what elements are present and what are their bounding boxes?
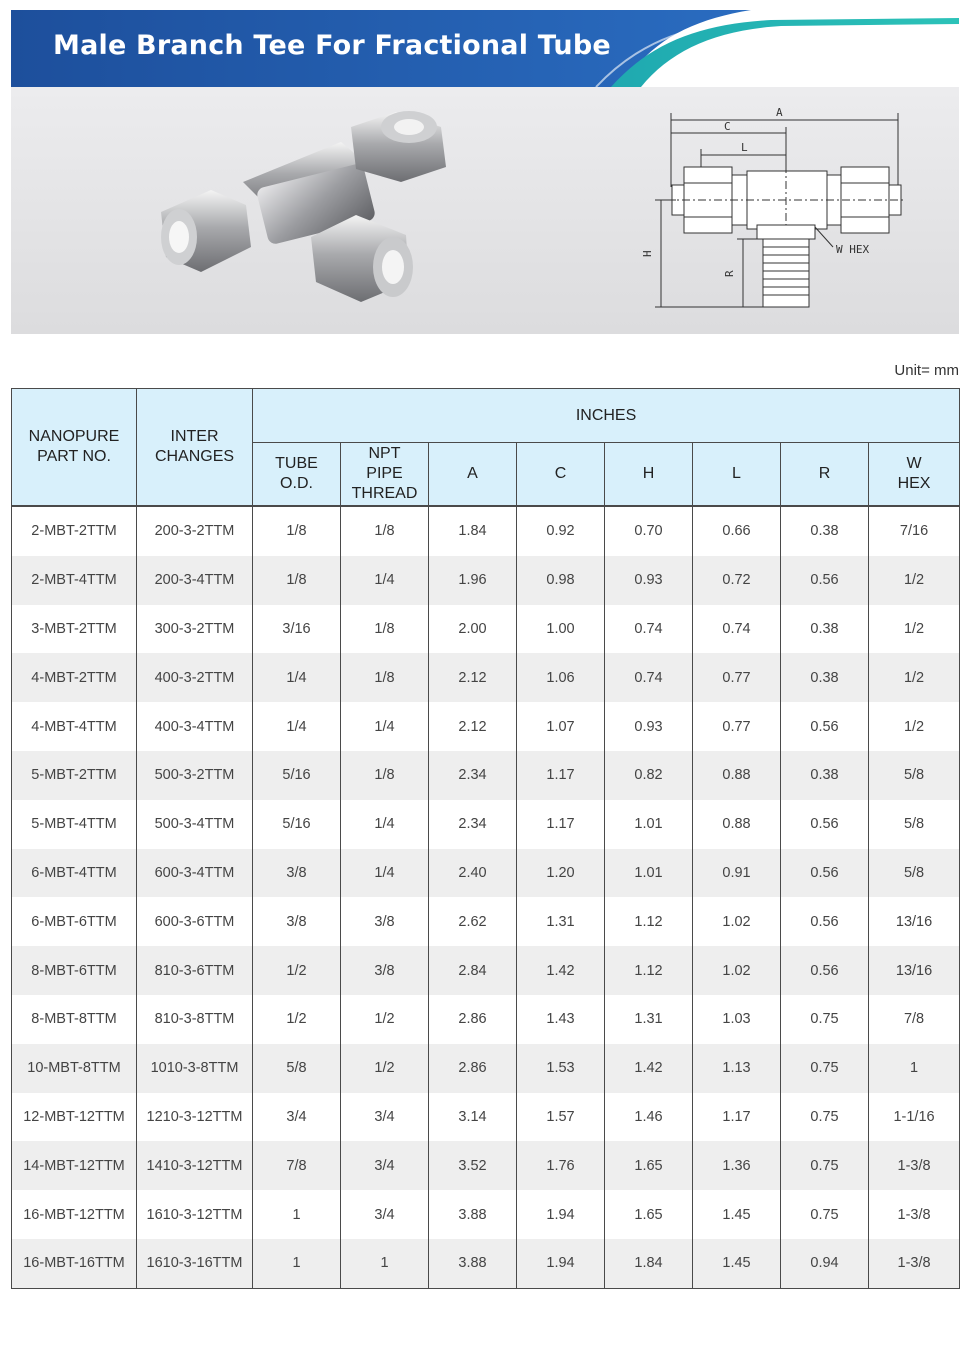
cell-w-hex: 1-3/8 [869, 1190, 960, 1239]
cell-part-no: 4-MBT-2TTM [12, 653, 137, 702]
cell-tube-od: 7/8 [253, 1141, 341, 1190]
cell-l: 0.88 [693, 751, 781, 800]
cell-c: 1.17 [517, 800, 605, 849]
cell-r: 0.38 [781, 506, 869, 556]
cell-part-no: 6-MBT-6TTM [12, 897, 137, 946]
cell-npt-thread: 1/4 [341, 849, 429, 898]
cell-tube-od: 3/4 [253, 1093, 341, 1142]
dimension-drawing [655, 113, 906, 309]
cell-l: 1.02 [693, 897, 781, 946]
cell-w-hex: 5/8 [869, 800, 960, 849]
unit-label: Unit= mm [894, 362, 959, 379]
cell-c: 1.20 [517, 849, 605, 898]
cell-w-hex: 5/8 [869, 849, 960, 898]
cell-l: 0.77 [693, 653, 781, 702]
table-row [12, 1239, 960, 1288]
cell-npt-thread: 1/8 [341, 605, 429, 654]
cell-a: 2.34 [429, 800, 517, 849]
cell-tube-od: 5/16 [253, 751, 341, 800]
cell-a: 2.12 [429, 653, 517, 702]
cell-part-no: 5-MBT-4TTM [12, 800, 137, 849]
product-hero [11, 87, 959, 334]
cell-c: 1.31 [517, 897, 605, 946]
cell-part-no: 16-MBT-12TTM [12, 1190, 137, 1239]
cell-h: 0.74 [605, 605, 693, 654]
cell-npt-thread: 3/8 [341, 946, 429, 995]
cell-tube-od: 3/16 [253, 605, 341, 654]
cell-tube-od: 5/8 [253, 1044, 341, 1093]
cell-a: 2.86 [429, 995, 517, 1044]
group-header-inches: INCHES [253, 389, 960, 443]
cell-l: 1.36 [693, 1141, 781, 1190]
cell-part-no: 6-MBT-4TTM [12, 849, 137, 898]
col-header-part-line1: NANOPURE [28, 428, 120, 445]
cell-c: 1.00 [517, 605, 605, 654]
cell-w-hex: 7/8 [869, 995, 960, 1044]
cell-interchange: 1210-3-12TTM [137, 1093, 253, 1142]
cell-h: 0.74 [605, 653, 693, 702]
cell-npt-thread: 3/8 [341, 897, 429, 946]
cell-part-no: 2-MBT-4TTM [12, 556, 137, 605]
col-header-inter-line2: CHANGES [154, 448, 235, 465]
cell-npt-thread: 1/8 [341, 751, 429, 800]
cell-interchange: 1410-3-12TTM [137, 1141, 253, 1190]
cell-c: 1.94 [517, 1239, 605, 1288]
col-header-a: A [429, 443, 517, 507]
cell-interchange: 300-3-2TTM [137, 605, 253, 654]
col-header-npt-line3: THREAD [351, 485, 418, 502]
cell-interchange: 1610-3-12TTM [137, 1190, 253, 1239]
cell-interchange: 200-3-2TTM [137, 506, 253, 556]
cell-a: 2.86 [429, 1044, 517, 1093]
cell-l: 0.77 [693, 702, 781, 751]
cell-h: 0.93 [605, 556, 693, 605]
cell-r: 0.75 [781, 1044, 869, 1093]
cell-l: 1.17 [693, 1093, 781, 1142]
cell-h: 1.01 [605, 800, 693, 849]
cell-tube-od: 3/8 [253, 897, 341, 946]
cell-h: 1.31 [605, 995, 693, 1044]
cell-interchange: 500-3-4TTM [137, 800, 253, 849]
cell-w-hex: 1 [869, 1044, 960, 1093]
cell-c: 1.57 [517, 1093, 605, 1142]
table-row [12, 506, 960, 556]
table-row [12, 1044, 960, 1093]
product-illustration [11, 87, 959, 334]
cell-tube-od: 1/8 [253, 556, 341, 605]
cell-l: 1.03 [693, 995, 781, 1044]
cell-c: 1.53 [517, 1044, 605, 1093]
table-row [12, 556, 960, 605]
cell-tube-od: 5/16 [253, 800, 341, 849]
col-header-tube-line1: TUBE [275, 455, 318, 472]
cell-r: 0.56 [781, 556, 869, 605]
cell-r: 0.56 [781, 897, 869, 946]
cell-tube-od: 1/4 [253, 702, 341, 751]
col-header-w-hex [869, 443, 960, 507]
cell-r: 0.38 [781, 605, 869, 654]
cell-a: 2.40 [429, 849, 517, 898]
cell-w-hex: 1/2 [869, 605, 960, 654]
cell-c: 1.17 [517, 751, 605, 800]
cell-h: 1.01 [605, 849, 693, 898]
table-row [12, 1093, 960, 1142]
cell-part-no: 12-MBT-12TTM [12, 1093, 137, 1142]
cell-npt-thread: 1/4 [341, 800, 429, 849]
cell-c: 1.07 [517, 702, 605, 751]
cell-interchange: 810-3-8TTM [137, 995, 253, 1044]
dim-l-label: L [741, 141, 748, 154]
cell-interchange: 1610-3-16TTM [137, 1239, 253, 1288]
cell-npt-thread: 3/4 [341, 1141, 429, 1190]
cell-r: 0.38 [781, 751, 869, 800]
cell-w-hex: 5/8 [869, 751, 960, 800]
cell-npt-thread: 1/8 [341, 653, 429, 702]
col-header-interchanges [137, 389, 253, 507]
dim-h-label: H [641, 250, 654, 257]
cell-npt-thread: 1/2 [341, 1044, 429, 1093]
cell-tube-od: 1/2 [253, 995, 341, 1044]
cell-r: 0.56 [781, 702, 869, 751]
cell-a: 3.88 [429, 1190, 517, 1239]
cell-l: 0.91 [693, 849, 781, 898]
cell-l: 1.45 [693, 1190, 781, 1239]
cell-l: 1.45 [693, 1239, 781, 1288]
cell-npt-thread: 1/4 [341, 556, 429, 605]
cell-w-hex: 1/2 [869, 653, 960, 702]
cell-h: 0.82 [605, 751, 693, 800]
cell-part-no: 5-MBT-2TTM [12, 751, 137, 800]
cell-r: 0.75 [781, 1190, 869, 1239]
cell-npt-thread: 3/4 [341, 1093, 429, 1142]
table-row [12, 946, 960, 995]
cell-part-no: 8-MBT-8TTM [12, 995, 137, 1044]
cell-r: 0.75 [781, 1093, 869, 1142]
cell-h: 1.42 [605, 1044, 693, 1093]
cell-l: 1.02 [693, 946, 781, 995]
table-row [12, 1190, 960, 1239]
cell-w-hex: 13/16 [869, 946, 960, 995]
col-header-c: C [517, 443, 605, 507]
cell-w-hex: 1/2 [869, 702, 960, 751]
cell-h: 0.70 [605, 506, 693, 556]
cell-interchange: 600-3-6TTM [137, 897, 253, 946]
cell-interchange: 400-3-4TTM [137, 702, 253, 751]
dim-a-label: A [776, 106, 783, 119]
cell-part-no: 10-MBT-8TTM [12, 1044, 137, 1093]
cell-r: 0.56 [781, 946, 869, 995]
table-row [12, 1141, 960, 1190]
col-header-inter-line1: INTER [170, 428, 219, 445]
col-header-h: H [605, 443, 693, 507]
cell-c: 0.92 [517, 506, 605, 556]
cell-a: 2.00 [429, 605, 517, 654]
cell-c: 0.98 [517, 556, 605, 605]
table-row [12, 605, 960, 654]
cell-r: 0.94 [781, 1239, 869, 1288]
cell-a: 2.62 [429, 897, 517, 946]
cell-c: 1.94 [517, 1190, 605, 1239]
cell-w-hex: 7/16 [869, 506, 960, 556]
title-banner [11, 10, 959, 87]
cell-a: 3.52 [429, 1141, 517, 1190]
tee-fitting-photo [161, 111, 446, 302]
col-header-npt-line2: PIPE [366, 465, 403, 482]
cell-npt-thread: 3/4 [341, 1190, 429, 1239]
cell-c: 1.06 [517, 653, 605, 702]
dimension-table [11, 388, 960, 1289]
col-header-r: R [781, 443, 869, 507]
dim-r-label: R [723, 270, 736, 277]
table-row [12, 751, 960, 800]
cell-npt-thread: 1/8 [341, 506, 429, 556]
cell-tube-od: 1 [253, 1239, 341, 1288]
dim-c-label: C [724, 120, 731, 133]
cell-h: 1.46 [605, 1093, 693, 1142]
cell-l: 1.13 [693, 1044, 781, 1093]
col-header-tube-line2: O.D. [280, 475, 313, 492]
cell-interchange: 400-3-2TTM [137, 653, 253, 702]
cell-part-no: 3-MBT-2TTM [12, 605, 137, 654]
cell-interchange: 200-3-4TTM [137, 556, 253, 605]
cell-a: 1.96 [429, 556, 517, 605]
cell-part-no: 4-MBT-4TTM [12, 702, 137, 751]
table-row [12, 800, 960, 849]
cell-h: 1.12 [605, 897, 693, 946]
w-hex-label: W HEX [836, 243, 870, 256]
cell-interchange: 600-3-4TTM [137, 849, 253, 898]
table-row [12, 849, 960, 898]
cell-part-no: 14-MBT-12TTM [12, 1141, 137, 1190]
cell-w-hex: 1/2 [869, 556, 960, 605]
col-header-part-line2: PART NO. [37, 448, 111, 465]
cell-r: 0.75 [781, 995, 869, 1044]
cell-a: 2.84 [429, 946, 517, 995]
cell-h: 0.93 [605, 702, 693, 751]
cell-npt-thread: 1/4 [341, 702, 429, 751]
table-body [12, 506, 960, 1288]
cell-tube-od: 1/2 [253, 946, 341, 995]
cell-w-hex: 1-3/8 [869, 1239, 960, 1288]
cell-r: 0.38 [781, 653, 869, 702]
cell-l: 0.66 [693, 506, 781, 556]
cell-a: 3.14 [429, 1093, 517, 1142]
cell-a: 2.12 [429, 702, 517, 751]
cell-h: 1.65 [605, 1190, 693, 1239]
table-row [12, 897, 960, 946]
col-header-npt-pipe-thread [341, 443, 429, 507]
col-header-tube-od [253, 443, 341, 507]
cell-w-hex: 13/16 [869, 897, 960, 946]
cell-l: 0.72 [693, 556, 781, 605]
table-row [12, 995, 960, 1044]
cell-npt-thread: 1 [341, 1239, 429, 1288]
cell-tube-od: 1/4 [253, 653, 341, 702]
cell-interchange: 810-3-6TTM [137, 946, 253, 995]
cell-npt-thread: 1/2 [341, 995, 429, 1044]
cell-interchange: 1010-3-8TTM [137, 1044, 253, 1093]
table-row [12, 653, 960, 702]
cell-interchange: 500-3-2TTM [137, 751, 253, 800]
cell-tube-od: 1 [253, 1190, 341, 1239]
cell-w-hex: 1-1/16 [869, 1093, 960, 1142]
cell-r: 0.56 [781, 800, 869, 849]
cell-r: 0.75 [781, 1141, 869, 1190]
col-header-part-no [12, 389, 137, 507]
col-header-l: L [693, 443, 781, 507]
cell-r: 0.56 [781, 849, 869, 898]
cell-a: 2.34 [429, 751, 517, 800]
cell-a: 3.88 [429, 1239, 517, 1288]
cell-part-no: 2-MBT-2TTM [12, 506, 137, 556]
cell-a: 1.84 [429, 506, 517, 556]
col-header-w-line1: W [906, 455, 922, 472]
page-title: Male Branch Tee For Fractional Tube [53, 30, 611, 61]
cell-part-no: 16-MBT-16TTM [12, 1239, 137, 1288]
cell-l: 0.74 [693, 605, 781, 654]
cell-w-hex: 1-3/8 [869, 1141, 960, 1190]
cell-c: 1.76 [517, 1141, 605, 1190]
cell-l: 0.88 [693, 800, 781, 849]
cell-tube-od: 1/8 [253, 506, 341, 556]
cell-c: 1.43 [517, 995, 605, 1044]
col-header-w-line2: HEX [897, 475, 931, 492]
cell-h: 1.65 [605, 1141, 693, 1190]
cell-h: 1.12 [605, 946, 693, 995]
table-row [12, 702, 960, 751]
cell-h: 1.84 [605, 1239, 693, 1288]
cell-part-no: 8-MBT-6TTM [12, 946, 137, 995]
col-header-npt-line1: NPT [368, 445, 401, 462]
cell-tube-od: 3/8 [253, 849, 341, 898]
cell-c: 1.42 [517, 946, 605, 995]
